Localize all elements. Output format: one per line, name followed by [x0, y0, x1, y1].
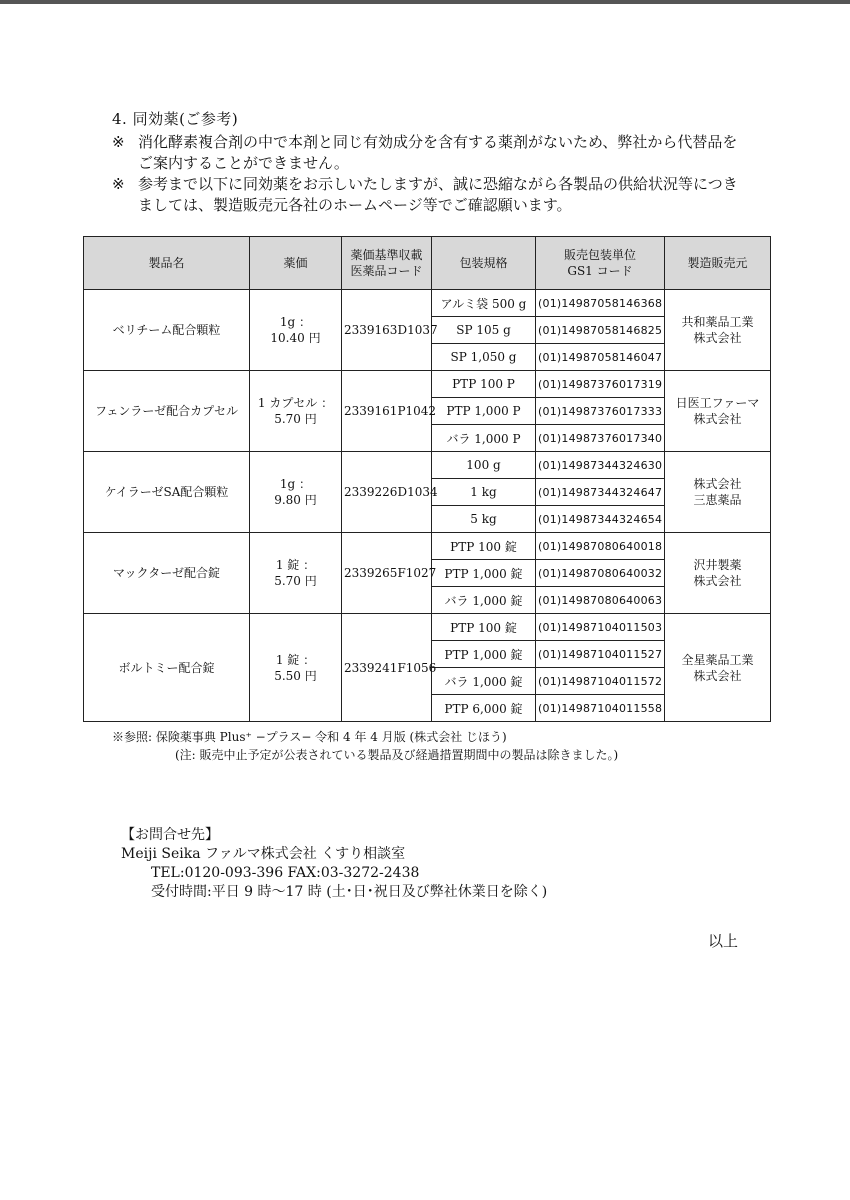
contact-phone: TEL:0120-093-396 FAX:03-3272-2438: [151, 865, 420, 881]
gs1-code: (01)14987376017319: [536, 371, 665, 398]
table-body: [84, 290, 771, 722]
header-product-name: 製品名: [84, 237, 250, 290]
product-name: ベリチーム配合顆粒: [84, 290, 250, 371]
package-size: SP 1,050 g: [432, 344, 536, 371]
package-size: 1 kg: [432, 479, 536, 506]
header-maker: 製造販売元: [665, 237, 771, 290]
drug-code: 2339241F1056: [342, 614, 432, 722]
package-size: 100 g: [432, 452, 536, 479]
gs1-code: (01)14987344324630: [536, 452, 665, 479]
gs1-code: (01)14987344324647: [536, 479, 665, 506]
note-2-line-2: ましては、製造販売元各社のホームページ等でご確認願います。: [138, 196, 572, 214]
price: 1g ： 9.80 円: [250, 452, 342, 533]
gs1-code: (01)14987080640063: [536, 587, 665, 614]
note-mark: ※: [112, 175, 125, 193]
price: 1 カプセル ： 5.70 円: [250, 371, 342, 452]
contact-company: Meiji Seika ファルマ株式会社 くすり相談室: [121, 846, 406, 862]
contact-block: [121, 826, 547, 902]
note-mark: ※: [112, 133, 125, 151]
gs1-code: (01)14987344324654: [536, 506, 665, 533]
closing-text: 以上: [708, 932, 739, 950]
header-package: 包装規格: [432, 237, 536, 290]
product-name: マックターゼ配合錠: [84, 533, 250, 614]
price: 1 錠 ： 5.70 円: [250, 533, 342, 614]
gs1-code: (01)14987080640032: [536, 560, 665, 587]
note-1-line-1: 消化酵素複合剤の中で本剤と同じ有効成分を含有する薬剤がないため、弊社から代替品を: [138, 133, 738, 151]
package-size: バラ 1,000 錠: [432, 668, 536, 695]
drug-code: 2339161P1042: [342, 371, 432, 452]
package-size: PTP 100 P: [432, 371, 536, 398]
contact-heading: 【お問合せ先】: [121, 827, 219, 843]
gs1-code: (01)14987376017340: [536, 425, 665, 452]
table-row: [84, 452, 771, 479]
gs1-code: (01)14987104011503: [536, 614, 665, 641]
gs1-code: (01)14987080640018: [536, 533, 665, 560]
table-row: [84, 371, 771, 398]
gs1-code: (01)14987104011527: [536, 641, 665, 668]
note-2: [112, 174, 738, 214]
package-size: PTP 100 錠: [432, 614, 536, 641]
header-price: 薬価: [250, 237, 342, 290]
equivalent-drugs-table: [83, 236, 771, 722]
manufacturer: 全星薬品工業 株式会社: [665, 614, 771, 722]
contact-hours: 受付時間:平日 9 時〜17 時 (土･日･祝日及び弊社休業日を除く): [151, 884, 548, 900]
product-name: ボルトミー配合錠: [84, 614, 250, 722]
section-title: 4. 同効薬(ご参考): [112, 110, 239, 128]
manufacturer: 沢井製薬 株式会社: [665, 533, 771, 614]
table-row: [84, 533, 771, 560]
product-name: フェンラーゼ配合カプセル: [84, 371, 250, 452]
table-row: [84, 614, 771, 641]
manufacturer: 共和薬品工業 株式会社: [665, 290, 771, 371]
drug-code: 2339226D1034: [342, 452, 432, 533]
drug-code: 2339265F1027: [342, 533, 432, 614]
note-2-line-1: 参考まで以下に同効薬をお示しいたしますが、誠に恐縮ながら各製品の供給状況等につき: [138, 175, 738, 193]
gs1-code: (01)14987104011558: [536, 695, 665, 722]
drug-code: 2339163D1037: [342, 290, 432, 371]
exclusion-note: (注: 販売中止予定が公表されている製品及び経過措置期間中の製品は除きました。): [175, 748, 619, 762]
package-size: PTP 1,000 錠: [432, 641, 536, 668]
package-size: PTP 100 錠: [432, 533, 536, 560]
product-name: ケイラーゼSA配合顆粒: [84, 452, 250, 533]
note-1: [112, 132, 738, 172]
package-size: 5 kg: [432, 506, 536, 533]
header-drug-code: 薬価基準収載 医薬品コード: [342, 237, 432, 290]
header-gs1: 販売包装単位 GS1 コード: [536, 237, 665, 290]
gs1-code: (01)14987058146047: [536, 344, 665, 371]
document-page: [0, 4, 850, 1200]
price: 1g ： 10.40 円: [250, 290, 342, 371]
manufacturer: 株式会社 三恵薬品: [665, 452, 771, 533]
gs1-code: (01)14987058146825: [536, 317, 665, 344]
reference-note: ※参照: 保険薬事典 Plus⁺ −プラス− 令和 4 年 4 月版 (株式会社 じほう): [112, 730, 507, 744]
package-size: PTP 6,000 錠: [432, 695, 536, 722]
gs1-code: (01)14987376017333: [536, 398, 665, 425]
table-row: [84, 290, 771, 317]
price: 1 錠 ： 5.50 円: [250, 614, 342, 722]
gs1-code: (01)14987058146368: [536, 290, 665, 317]
note-1-line-2: ご案内することができません。: [138, 154, 349, 172]
package-size: PTP 1,000 錠: [432, 560, 536, 587]
package-size: バラ 1,000 P: [432, 425, 536, 452]
table-header-row: [84, 237, 771, 290]
package-size: アルミ袋 500 g: [432, 290, 536, 317]
package-size: バラ 1,000 錠: [432, 587, 536, 614]
package-size: PTP 1,000 P: [432, 398, 536, 425]
package-size: SP 105 g: [432, 317, 536, 344]
manufacturer: 日医工ファーマ 株式会社: [665, 371, 771, 452]
gs1-code: (01)14987104011572: [536, 668, 665, 695]
